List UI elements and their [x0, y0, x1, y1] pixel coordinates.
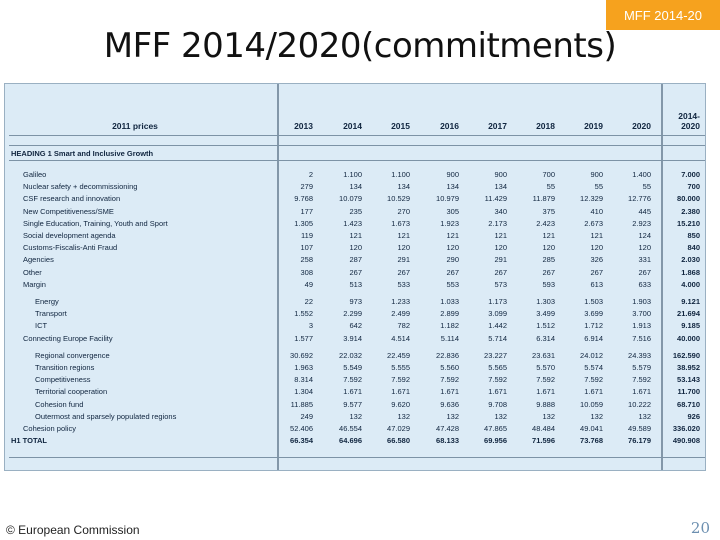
cell-value: 11.700 [677, 387, 700, 397]
cell-value: 121 [494, 231, 507, 240]
cell-value: 553 [446, 279, 459, 289]
cell-value: 900 [590, 170, 603, 179]
prices-header: 2011 prices [112, 121, 158, 131]
row-label: Outermost and sparsely populated regions [35, 411, 177, 421]
cell-value: 700 [542, 170, 555, 179]
cell-value: 1.173 [488, 297, 507, 306]
cell-value: 132 [349, 411, 362, 421]
cell-value: 132 [590, 411, 603, 421]
cell-value: 3.700 [632, 309, 651, 319]
cell-value: 1.671 [488, 387, 507, 397]
cell-value: 2.923 [632, 218, 651, 228]
cell-value: 121 [590, 231, 603, 240]
cell-value: 69.956 [484, 436, 507, 446]
cell-value: 38.952 [677, 363, 700, 372]
cell-value: 1.671 [536, 387, 555, 397]
cell-value: 1.671 [391, 387, 410, 397]
cell-value: 291 [494, 255, 507, 265]
cell-value: 513 [349, 279, 362, 289]
cell-value: 24.393 [628, 350, 651, 360]
cell-value: 2.899 [440, 309, 459, 319]
cell-value: 1.442 [488, 321, 507, 331]
cell-value: 9.185 [681, 321, 700, 331]
cell-value: 900 [494, 170, 507, 179]
cell-value: 30.692 [290, 350, 313, 360]
cell-value: 5.555 [391, 363, 410, 372]
cell-value: 52.406 [290, 424, 313, 433]
cell-value: 9.888 [536, 399, 555, 409]
column-header: 2016 [440, 121, 459, 131]
cell-value: 3 [308, 321, 313, 331]
cell-value: 55 [642, 182, 651, 192]
cell-value: 46.554 [339, 424, 362, 433]
cell-value: 22.459 [387, 350, 410, 360]
cell-value: 76.179 [628, 436, 651, 446]
cell-value: 5.579 [632, 363, 651, 372]
cell-value: 4.514 [391, 333, 410, 343]
cell-value: 1.303 [536, 297, 555, 306]
cell-value: 120 [397, 243, 410, 253]
row-label: Competitiveness [35, 375, 91, 385]
cell-value: 258 [300, 255, 313, 265]
row-label: Connecting Europe Facility [23, 333, 113, 343]
cell-value: 22 [304, 297, 313, 306]
cell-value: 973 [349, 297, 362, 306]
cell-value: 22.032 [339, 350, 362, 360]
row-label: Energy [35, 297, 59, 306]
cell-value: 119 [301, 231, 313, 240]
cell-value: 2.423 [536, 218, 555, 228]
cell-value: 1.305 [294, 218, 313, 228]
cell-value: 134 [446, 182, 459, 192]
cell-value: 132 [542, 411, 555, 421]
row-label: Territorial cooperation [35, 387, 108, 397]
row-label: Transition regions [35, 363, 95, 372]
slide-title: MFF 2014/2020(commitments) [103, 26, 617, 66]
cell-value: 15.210 [677, 218, 700, 228]
cell-value: 267 [590, 267, 603, 277]
cell-value: 267 [446, 267, 459, 277]
cell-value: 49.589 [628, 424, 651, 433]
cell-value: 267 [397, 267, 410, 277]
cell-value: 1.100 [391, 170, 410, 179]
row-label: Galileo [23, 170, 47, 179]
cell-value: 1.868 [681, 267, 700, 277]
row-label: CSF research and innovation [23, 194, 121, 204]
cell-value: 445 [638, 206, 651, 216]
cell-value: 107 [300, 243, 313, 253]
cell-value: 7.592 [584, 375, 603, 385]
cell-value: 900 [446, 170, 459, 179]
cell-value: 5.114 [440, 333, 459, 343]
cell-value: 66.354 [290, 436, 313, 446]
cell-value: 1.100 [343, 170, 362, 179]
cell-value: 5.714 [488, 333, 507, 343]
cell-value: 2.499 [391, 309, 410, 319]
header-rule [9, 135, 705, 136]
row-label: Single Education, Training, Youth and Sport [23, 218, 168, 228]
cell-value: 285 [542, 255, 555, 265]
column-header: 2020 [632, 121, 651, 131]
heading-rule-bottom [9, 160, 705, 161]
row-label: Cohesion fund [35, 399, 84, 409]
row-label: Agencies [23, 255, 54, 265]
cell-value: 68.710 [677, 399, 700, 409]
cell-value: 7.000 [681, 170, 700, 179]
cell-value: 49.041 [580, 424, 603, 433]
cell-value: 9.620 [391, 399, 410, 409]
cell-value: 162.590 [672, 350, 700, 360]
cell-value: 66.580 [387, 436, 410, 446]
cell-value: 1.913 [632, 321, 651, 331]
cell-value: 1.923 [440, 218, 459, 228]
cell-value: 121 [542, 231, 555, 240]
cell-value: 2 [308, 170, 313, 179]
cell-value: 55 [546, 182, 555, 192]
cell-value: 6.914 [584, 333, 603, 343]
cell-value: 3.499 [536, 309, 555, 319]
cell-value: 47.428 [436, 424, 459, 433]
cell-value: 132 [397, 411, 410, 421]
cell-value: 340 [494, 206, 507, 216]
cell-value: 336.020 [672, 424, 700, 433]
cell-value: 267 [638, 267, 651, 277]
cell-value: 1.671 [343, 387, 362, 397]
cell-value: 11.885 [290, 399, 313, 409]
cell-value: 270 [397, 206, 410, 216]
cell-value: 235 [349, 206, 362, 216]
cell-value: 1.673 [391, 218, 410, 228]
cell-value: 267 [494, 267, 507, 277]
cell-value: 290 [446, 255, 459, 265]
cell-value: 1.963 [294, 363, 313, 372]
cell-value: 7.592 [488, 375, 507, 385]
cell-value: 3.914 [343, 333, 362, 343]
cell-value: 7.592 [391, 375, 410, 385]
cell-value: 120 [542, 243, 555, 253]
column-header: 2019 [584, 121, 603, 131]
cell-value: 73.768 [580, 436, 603, 446]
row-label: Cohesion policy [23, 424, 76, 433]
cell-value: 132 [494, 411, 507, 421]
cell-value: 7.592 [343, 375, 362, 385]
cell-value: 1.182 [440, 321, 459, 331]
row-label: ICT [35, 321, 48, 331]
column-header: 2014- [678, 111, 700, 121]
heading-rule [9, 145, 705, 146]
cell-value: 80.000 [677, 194, 700, 204]
cell-value: 1.512 [536, 321, 555, 331]
cell-value: 12.776 [628, 194, 651, 204]
cell-value: 22.836 [436, 350, 459, 360]
cell-value: 5.560 [440, 363, 459, 372]
column-header: 2020 [681, 121, 700, 131]
cell-value: 331 [638, 255, 651, 265]
row-label: Customs-Fiscalis-Anti Fraud [23, 243, 118, 253]
cell-value: 120 [638, 243, 651, 253]
cell-value: 2.299 [343, 309, 362, 319]
cell-value: 1.503 [584, 297, 603, 306]
cell-value: 8.314 [294, 375, 313, 385]
cell-value: 49 [304, 279, 313, 289]
cell-value: 9.121 [681, 297, 700, 306]
cell-value: 11.879 [532, 194, 555, 204]
cell-value: 7.592 [632, 375, 651, 385]
cell-value: 7.516 [632, 333, 651, 343]
column-header: 2013 [294, 121, 313, 131]
cell-value: 10.059 [580, 399, 603, 409]
cell-value: 10.079 [339, 194, 362, 204]
cell-value: 593 [542, 279, 555, 289]
cell-value: 47.029 [387, 424, 410, 433]
cell-value: 10.979 [436, 194, 459, 204]
cell-value: 1.903 [632, 297, 651, 306]
cell-value: 120 [590, 243, 603, 253]
cell-value: 12.329 [580, 194, 603, 204]
cell-value: 9.708 [488, 399, 507, 409]
budget-table [4, 83, 706, 471]
cell-value: 132 [638, 411, 651, 421]
cell-value: 5.570 [536, 363, 555, 372]
cell-value: 1.304 [294, 387, 313, 397]
cell-value: 1.671 [632, 387, 651, 397]
cell-value: 134 [349, 182, 362, 192]
cell-value: 120 [349, 243, 362, 253]
cell-value: 64.696 [339, 436, 362, 446]
cell-value: 120 [446, 243, 459, 253]
cell-value: 840 [687, 243, 700, 253]
cell-value: 533 [397, 279, 410, 289]
column-header: 2018 [536, 121, 555, 131]
cell-value: 121 [446, 231, 459, 240]
cell-value: 4.000 [681, 279, 700, 289]
cell-value: 1.671 [584, 387, 603, 397]
cell-value: 1.400 [632, 170, 651, 179]
cell-value: 5.565 [488, 363, 507, 372]
cell-value: 134 [397, 182, 410, 192]
cell-value: 850 [687, 231, 700, 240]
row-label: Other [23, 267, 42, 277]
cell-value: 926 [687, 411, 700, 421]
cell-value: 9.768 [294, 194, 313, 204]
cell-value: 5.549 [343, 363, 362, 372]
cell-value: 3.099 [488, 309, 507, 319]
cell-value: 2.673 [584, 218, 603, 228]
cell-value: 23.631 [532, 350, 555, 360]
cell-value: 134 [494, 182, 507, 192]
cell-value: 700 [687, 182, 700, 192]
cell-value: 121 [349, 231, 362, 240]
cell-value: 279 [300, 182, 313, 192]
cell-value: 121 [397, 231, 410, 240]
heading-label: HEADING 1 Smart and Inclusive Growth [11, 149, 154, 158]
cell-value: 1.671 [440, 387, 459, 397]
row-label: Regional convergence [35, 350, 110, 360]
cell-value: 9.636 [440, 399, 459, 409]
cell-value: 490.908 [672, 436, 700, 446]
row-label: Transport [35, 309, 67, 319]
cell-value: 47.865 [484, 424, 507, 433]
cell-value: 1.423 [343, 218, 362, 228]
cell-value: 308 [300, 267, 313, 277]
cell-value: 11.429 [484, 194, 507, 204]
row-label: Nuclear safety + decommissioning [23, 182, 138, 192]
cell-value: 9.577 [343, 399, 362, 409]
row-label: Social development agenda [23, 231, 116, 240]
cell-value: 1.712 [584, 321, 603, 331]
cell-value: 782 [397, 321, 410, 331]
column-header: 2015 [391, 121, 410, 131]
cell-value: 48.484 [532, 424, 555, 433]
page-number: 20 [690, 519, 710, 537]
cell-value: 55 [594, 182, 603, 192]
cell-value: 1.033 [440, 297, 459, 306]
cell-value: 291 [397, 255, 410, 265]
section-tag: MFF 2014-20 [606, 0, 720, 30]
cell-value: 10.222 [628, 399, 651, 409]
cell-value: 24.012 [580, 350, 603, 360]
cell-value: 1.577 [294, 333, 313, 343]
total-rule [9, 457, 705, 458]
row-label: Margin [23, 279, 46, 289]
cell-value: 2.173 [488, 218, 507, 228]
cell-value: 21.694 [677, 309, 700, 319]
cell-value: 71.596 [532, 436, 555, 446]
copyright-footer: © European Commission [6, 523, 140, 537]
cell-value: 177 [300, 206, 313, 216]
cell-value: 573 [494, 279, 507, 289]
cell-value: 633 [638, 279, 651, 289]
cell-value: 305 [446, 206, 459, 216]
cell-value: 267 [542, 267, 555, 277]
cell-value: 326 [590, 255, 603, 265]
cell-value: 642 [349, 321, 362, 331]
cell-value: 53.143 [677, 375, 700, 385]
cell-value: 23.227 [484, 350, 507, 360]
cell-value: 6.314 [536, 333, 555, 343]
cell-value: 1.233 [391, 297, 410, 306]
cell-value: 267 [349, 267, 362, 277]
cell-value: 7.592 [536, 375, 555, 385]
cell-value: 5.574 [584, 363, 603, 372]
cell-value: 120 [494, 243, 507, 253]
cell-value: 249 [300, 411, 313, 421]
cell-value: 375 [542, 206, 555, 216]
cell-value: 40.000 [677, 333, 700, 343]
cell-value: 68.133 [436, 436, 459, 446]
row-label: H1 TOTAL [11, 436, 47, 446]
cell-value: 2.380 [681, 206, 700, 216]
cell-value: 132 [446, 411, 459, 421]
cell-value: 10.529 [387, 194, 410, 204]
cell-value: 1.552 [294, 309, 313, 319]
cell-value: 410 [590, 206, 603, 216]
column-header: 2017 [488, 121, 507, 131]
cell-value: 613 [590, 279, 603, 289]
column-header: 2014 [343, 121, 362, 131]
cell-value: 124 [638, 231, 651, 240]
cell-value: 7.592 [440, 375, 459, 385]
cell-value: 3.699 [584, 309, 603, 319]
row-label: New Competitiveness/SME [23, 206, 114, 216]
cell-value: 287 [349, 255, 362, 265]
cell-value: 2.030 [681, 255, 700, 265]
